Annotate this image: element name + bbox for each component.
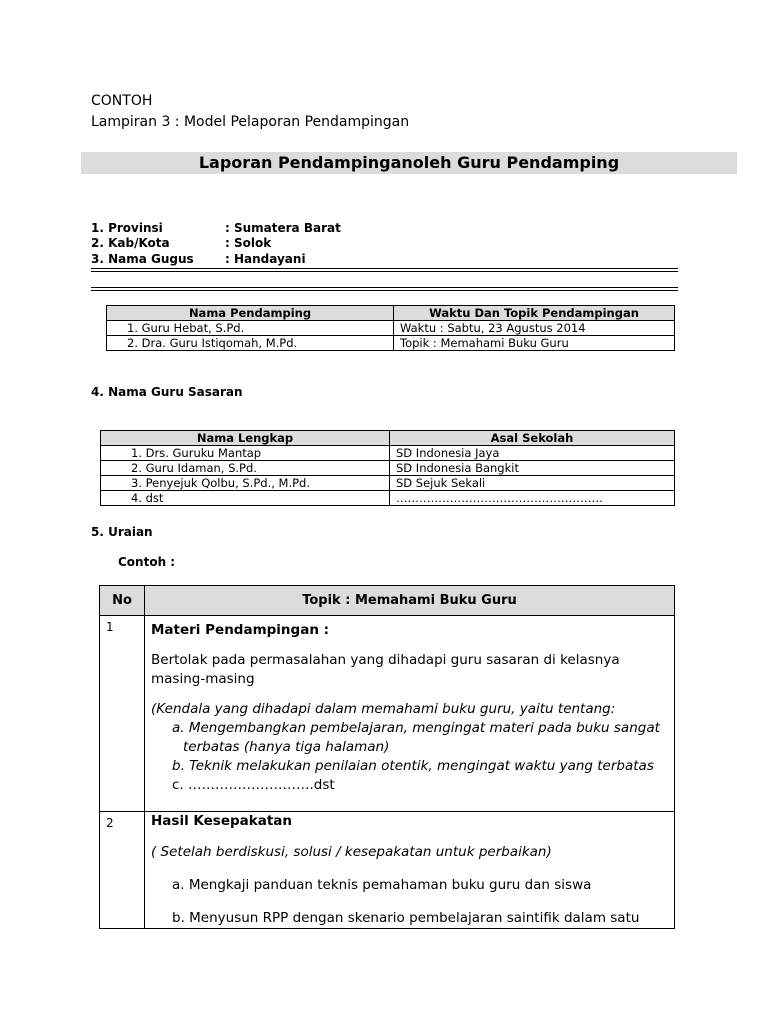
list-item: a. Mengkaji panduan teknis pemahaman buku guru dan siswa	[172, 877, 592, 893]
pendamping-table	[106, 305, 675, 351]
table-row	[100, 616, 675, 812]
asal-sekolah: SD Indonesia Jaya	[390, 446, 675, 461]
guru-name: 2. Guru Idaman, S.Pd.	[101, 461, 390, 476]
info-label: 2. Kab/Kota	[91, 236, 170, 250]
info-value: : Solok	[225, 236, 272, 250]
divider-line	[91, 290, 678, 291]
column-header: Nama Pendamping	[107, 306, 394, 321]
asal-sekolah: SD Indonesia Bangkit	[390, 461, 675, 476]
pendamping-info: Waktu : Sabtu, 23 Agustus 2014	[394, 321, 675, 336]
column-header-topik: Topik : Memahami Buku Guru	[145, 586, 675, 616]
table-row	[107, 321, 675, 336]
contoh-label: CONTOH	[91, 93, 153, 109]
table-row	[107, 336, 675, 351]
row-content	[145, 812, 675, 929]
table-row	[101, 461, 675, 476]
list-item: c. ……………………….dst	[172, 777, 335, 793]
section-4-heading: 4. Nama Guru Sasaran	[91, 385, 243, 399]
page-title: Laporan Pendampinganoleh Guru Pendamping	[198, 153, 620, 172]
row-number: 1	[100, 616, 145, 812]
table-row	[101, 491, 675, 506]
row-heading: Materi Pendampingan :	[151, 622, 330, 638]
asal-sekolah: ………………………………………………	[390, 491, 675, 506]
list-item: b. Teknik melakukan penilaian otentik, mengingat waktu yang terbatas	[172, 758, 654, 774]
table-row	[101, 476, 675, 491]
divider-line	[91, 271, 678, 272]
guru-name: 1. Drs. Guruku Mantap	[101, 446, 390, 461]
lampiran-subtitle: Lampiran 3 : Model Pelaporan Pendampingan	[91, 114, 410, 130]
column-header: Waktu Dan Topik Pendampingan	[394, 306, 675, 321]
kendala-intro: (Kendala yang dihadapi dalam memahami buku guru, yaitu tentang:	[151, 701, 616, 717]
uraian-table	[99, 585, 675, 929]
pendamping-name: 1. Guru Hebat, S.Pd.	[107, 321, 394, 336]
pendamping-info: Topik : Memahami Buku Guru	[394, 336, 675, 351]
materi-paragraph: Bertolak pada permasalahan yang dihadapi guru sasaran di kelasnya masing-masing	[151, 652, 620, 687]
kesepakatan-note: ( Setelah berdiskusi, solusi / kesepakatan untuk perbaikan)	[151, 844, 552, 860]
table-row	[101, 446, 675, 461]
info-label: 3. Nama Gugus	[91, 252, 194, 266]
divider-line	[91, 287, 678, 288]
divider-line	[91, 268, 678, 269]
table-header-row	[107, 306, 675, 321]
row-heading: Hasil Kesepakatan	[151, 813, 293, 829]
column-header: Asal Sekolah	[390, 431, 675, 446]
pendamping-name: 2. Dra. Guru Istiqomah, M.Pd.	[107, 336, 394, 351]
info-value: : Handayani	[225, 252, 306, 266]
info-label: 1. Provinsi	[91, 221, 163, 235]
contoh-subheading: Contoh :	[118, 555, 176, 569]
row-content	[145, 616, 675, 812]
column-header: Nama Lengkap	[101, 431, 390, 446]
sasaran-table	[100, 430, 675, 506]
asal-sekolah: SD Sejuk Sekali	[390, 476, 675, 491]
list-item: b. Menyusun RPP dengan skenario pembelajaran saintifik dalam satu	[172, 910, 640, 926]
table-header-row	[100, 586, 675, 616]
table-header-row	[101, 431, 675, 446]
table-row	[100, 812, 675, 929]
guru-name: 4. dst	[101, 491, 390, 506]
list-item: a. Mengembangkan pembelajaran, mengingat materi pada buku sangat terbatas (hanya tiga halaman)	[172, 720, 660, 755]
guru-name: 3. Penyejuk Qolbu, S.Pd., M.Pd.	[101, 476, 390, 491]
row-number: 2	[100, 812, 145, 929]
info-value: : Sumatera Barat	[225, 221, 341, 235]
info-block	[91, 221, 691, 269]
column-header-no: No	[100, 586, 145, 616]
section-5-heading: 5. Uraian	[91, 525, 153, 539]
